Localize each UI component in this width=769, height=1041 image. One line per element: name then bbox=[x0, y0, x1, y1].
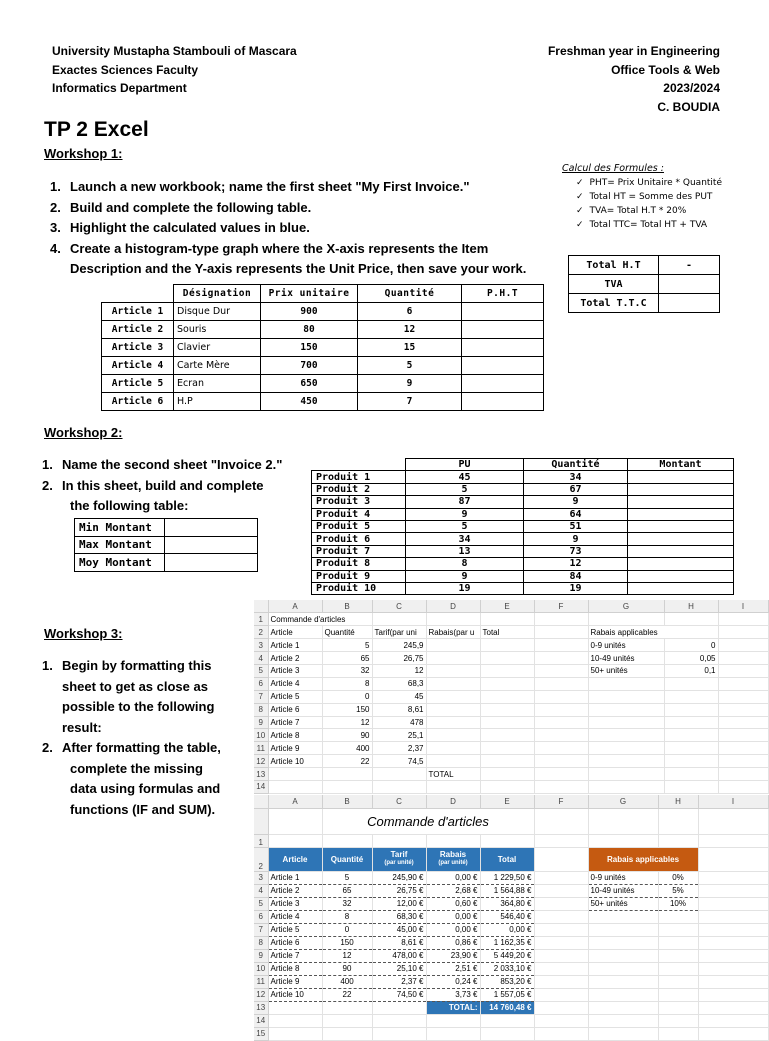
excel-sheet-raw: A B C D E F G H I 1 Commande d'articles 2 Article Quantité Tarif(par uni Rabais(par u Total Rabais applicables 3 Article 1 5 245,9 0-9 unités 0 4 Article 2 65 26,75 10-49 unités 0,05 5 Article 3 32 12 50+ unités 0,1 6 Article 4 8 68,3 7 Article 5 0 45 8 Article 6 150 8,61 9 Article 7 12 478 10 Article 8 90 25,1 11 Article 9 400 2,37 12 Article 10 22 74,5 13 TOTAL 14 bbox=[254, 600, 768, 794]
course-name: Office Tools & Web bbox=[611, 62, 720, 77]
academic-year: 2023/2024 bbox=[663, 81, 720, 95]
formula-item: ✓ TVA= Total H.T * 20% bbox=[562, 204, 722, 218]
products-table: PU Quantité Montant Produit 1 45 34 Produit 2 5 67 Produit 3 87 9 Produit 4 9 64 Produit 5 5 51 Produit 6 34 9 Produit 7 13 73 Produit 8 8 12 Produit 9 9 84 Produit 10 19 19 bbox=[311, 458, 734, 595]
faculty-name: Exactes Sciences Faculty bbox=[52, 62, 199, 77]
table-row: Article 1 Disque Dur 900 6 bbox=[102, 303, 544, 321]
step-item: 4. Create a histogram-type graph where the X-axis represents the Item bbox=[50, 240, 489, 256]
workshop3-steps bbox=[36, 656, 251, 820]
step-item: 2. After formatting the table, bbox=[42, 740, 221, 755]
table-row: Produit 3 87 9 bbox=[312, 496, 734, 508]
table-row: Article 6 H.P 450 7 bbox=[102, 393, 544, 411]
university-name: University Mustapha Stambouli of Mascara bbox=[52, 44, 297, 58]
table-row: Produit 5 5 51 bbox=[312, 520, 734, 532]
step-item: 3. Highlight the calculated values in blue. bbox=[50, 220, 310, 235]
step-item: possible to the following bbox=[62, 699, 215, 714]
step-item: Description and the Y-axis represents the Unit Price, then save your work. bbox=[70, 261, 527, 276]
table-row: Produit 9 9 84 bbox=[312, 570, 734, 582]
table-row: 7 Article 5 0 45,00 € 0,00 € 0,00 € bbox=[254, 923, 768, 936]
table-row: Produit 8 8 12 bbox=[312, 558, 734, 570]
table-row: Produit 2 5 67 bbox=[312, 483, 734, 495]
header-left bbox=[52, 42, 297, 98]
step-item: sheet to get as close as bbox=[62, 678, 208, 694]
table-row: 8 Article 6 150 8,61 bbox=[254, 703, 768, 716]
step-item: 2. Build and complete the following table. bbox=[50, 199, 312, 215]
table-row: 4 Article 2 65 26,75 € 2,68 € 1 564,88 € 10-49 unités 5% bbox=[254, 884, 768, 897]
table-row: 7 Article 5 0 45 bbox=[254, 690, 768, 703]
step-item: 1. Begin by formatting this bbox=[42, 658, 212, 673]
step-item: 2. In this sheet, build and complete bbox=[42, 477, 264, 493]
step-item: 1. Name the second sheet "Invoice 2." bbox=[42, 457, 283, 472]
table-row: 5 Article 3 32 12,00 € 0,60 € 364,80 € 50+ unités 10% bbox=[254, 897, 768, 910]
year-level: Freshman year in Engineering bbox=[547, 44, 720, 58]
table-row: 10 Article 8 90 25,1 bbox=[254, 729, 768, 742]
step-item: complete the missing bbox=[70, 760, 203, 776]
formula-item: ✓ PHT= Prix Unitaire * Quantité bbox=[562, 176, 722, 190]
table-row: 12 Article 10 22 74,5 bbox=[254, 755, 768, 768]
formula-item: ✓ Total TTC= Total HT + TVA bbox=[562, 218, 722, 232]
table-row: 6 Article 4 8 68,3 bbox=[254, 677, 768, 690]
minmax-table: Min Montant Max Montant Moy Montant bbox=[74, 518, 258, 572]
step-item: the following table: bbox=[70, 498, 189, 513]
totals-table: Total H.T - TVA Total T.T.C bbox=[568, 255, 720, 313]
table-row: 5 Article 3 32 12 50+ unités 0,1 bbox=[254, 664, 768, 677]
table-row: Produit 1 45 34 bbox=[312, 471, 734, 483]
step-item: 1. Launch a new workbook; name the first sheet "My First Invoice." bbox=[50, 179, 470, 194]
step-item: functions (IF and SUM). bbox=[70, 801, 216, 817]
table-row: 12 Article 10 22 74,50 € 3,73 € 1 557,05 € bbox=[254, 988, 768, 1001]
table-row: 3 Article 1 5 245,90 € 0,00 € 1 229,50 € 0-9 unités 0% bbox=[254, 871, 768, 884]
workshop2-heading: Workshop 2: bbox=[44, 425, 123, 440]
step-item: result: bbox=[62, 719, 102, 735]
sheet-title: Commande d'articles bbox=[322, 808, 534, 834]
page-title: TP 2 Excel bbox=[44, 118, 149, 141]
table-row: Article 3 Clavier 150 15 bbox=[102, 339, 544, 357]
table-row: 3 Article 1 5 245,9 0-9 unités 0 bbox=[254, 639, 768, 652]
department-name: Informatics Department bbox=[52, 81, 187, 95]
formulas-title: Calcul des Formules : bbox=[562, 163, 664, 174]
table-row: Article 2 Souris 80 12 bbox=[102, 321, 544, 339]
table-row: Article 5 Ecran 650 9 bbox=[102, 375, 544, 393]
table-row: 4 Article 2 65 26,75 10-49 unités 0,05 bbox=[254, 652, 768, 665]
table-row: 6 Article 4 8 68,30 € 0,00 € 546,40 € bbox=[254, 910, 768, 923]
workshop3-heading: Workshop 3: bbox=[44, 626, 123, 641]
table-row: 10 Article 8 90 25,10 € 2,51 € 2 033,10 € bbox=[254, 962, 768, 975]
formulas-box bbox=[562, 162, 722, 232]
step-item: data using formulas and bbox=[70, 781, 221, 796]
formula-item: ✓ Total HT = Somme des PUT bbox=[562, 190, 722, 204]
table-row: 11 Article 9 400 2,37 bbox=[254, 742, 768, 755]
table-row: Produit 10 19 19 bbox=[312, 582, 734, 594]
teacher-name: C. BOUDIA bbox=[657, 99, 720, 114]
workshop2-steps bbox=[36, 455, 306, 517]
table-row: 11 Article 9 400 2,37 € 0,24 € 853,20 € bbox=[254, 975, 768, 988]
header-right bbox=[548, 42, 720, 116]
table-row: Article 4 Carte Mère 700 5 bbox=[102, 357, 544, 375]
workshop1-heading: Workshop 1: bbox=[44, 146, 123, 161]
excel-sheet-formatted: A B C D E F G H I Commande d'articles 1 2 Article Quantité Tarif (par unité) Rabais (par unité) Total Rabais applicables 3 Article 1 5 245,90 € 0,00 € 1 229,50 € 0-9 unités 0% 4 Article 2 65 26,75 € 2,68 € 1 564,88 € 10-49 unités 5% 5 Article 3 32 12,00 € 0,60 € 364,80 € 50+ unités 10% 6 Article 4 8 68,30 € 0,00 € 546,40 € 7 Article 5 0 45,00 € 0,00 € 0,00 € 8 Article 6 150 8,61 € 0,86 € 1 162,35 € 9 Article 7 12 478,00 € 23,90 € 5 449,20 € 10 Article 8 90 25,10 € 2,51 € 2 033,10 € 11 Article 9 400 2,37 € 0,24 € 853,20 € 12 Article 10 22 74,50 € 3,73 € 1 557,05 € 13 TOTAL: 14 760,48 € 14 15 bbox=[254, 795, 768, 1041]
table-row: 9 Article 7 12 478,00 € 23,90 € 5 449,20 € bbox=[254, 949, 768, 962]
table-row: 9 Article 7 12 478 bbox=[254, 716, 768, 729]
table-row: Produit 6 34 9 bbox=[312, 533, 734, 545]
workshop1-steps bbox=[44, 177, 564, 280]
table-row: Produit 7 13 73 bbox=[312, 545, 734, 557]
table-row: 8 Article 6 150 8,61 € 0,86 € 1 162,35 € bbox=[254, 936, 768, 949]
invoice-table: Désignation Prix unitaire Quantité P.H.T Article 1 Disque Dur 900 6 Article 2 Souris 80 12 Article 3 Clavier 150 15 Article 4 Carte Mère 700 5 Article 5 Ecran 650 9 Article 6 H.P 450 7 bbox=[101, 284, 544, 411]
table-row: Produit 4 9 64 bbox=[312, 508, 734, 520]
